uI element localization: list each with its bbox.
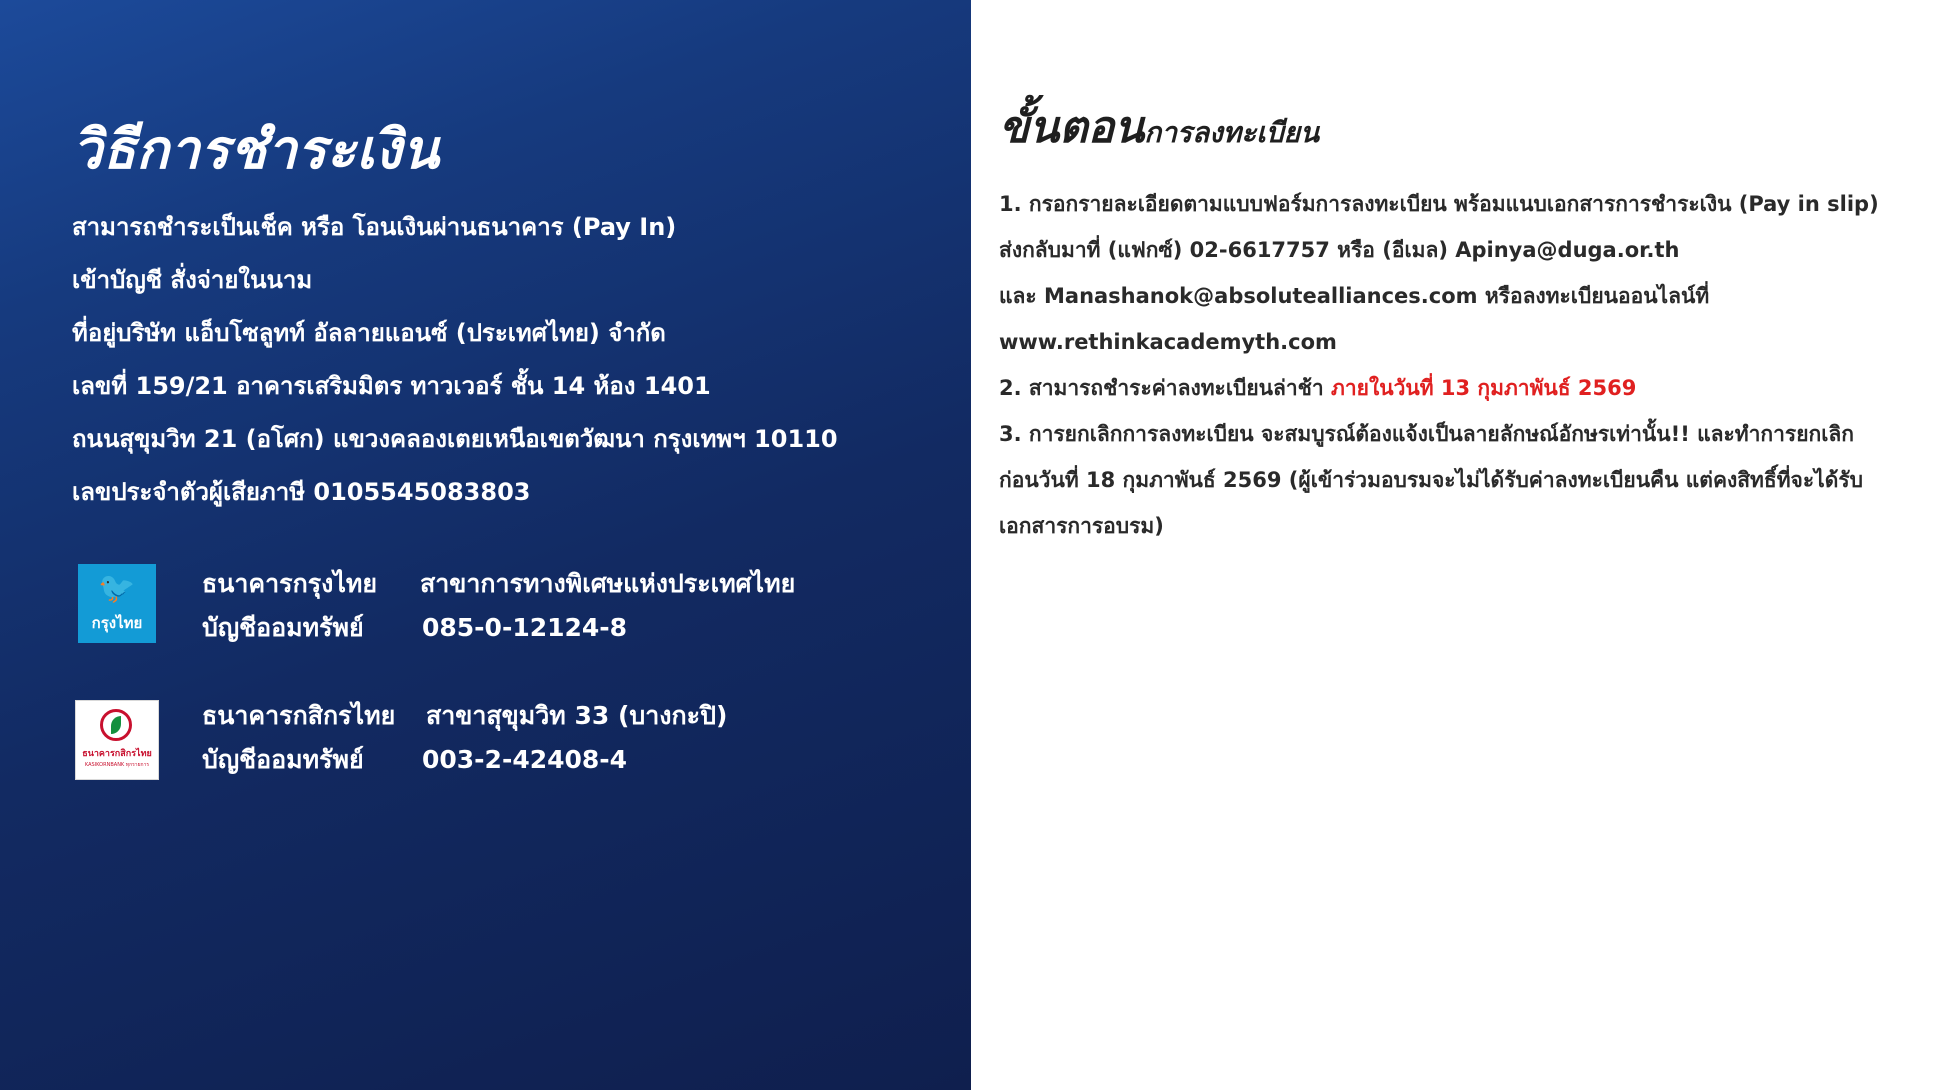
- bank-name-row: [202, 695, 728, 737]
- registration-title: [999, 92, 1319, 162]
- step-line: 1. กรอกรายละเอียดตามแบบฟอร์มการลงทะเบียน พร้อมแนบเอกสารการชำระเงิน (Pay in slip): [999, 192, 1879, 216]
- step-line: 2. สามารถชำระค่าลงทะเบียนล่าช้า ภายในวันที่ 13 กุมภาพันธ์ 2569: [999, 376, 1637, 400]
- krungthai-logo-text: กรุงไทย: [91, 614, 143, 632]
- step-line: 3. การยกเลิกการลงทะเบียน จะสมบูรณ์ต้องแจ้งเป็นลายลักษณ์อักษรเท่านั้น!! และทำการยกเลิก: [999, 422, 1854, 446]
- payment-details: [72, 201, 838, 519]
- registration-title-main: ขั้นตอน: [999, 102, 1145, 153]
- kasikorn-logo-text: ธนาคารกสิกรไทย: [82, 749, 152, 759]
- payment-line: สามารถชำระเป็นเช็ค หรือ โอนเงินผ่านธนาคาร (Pay In): [72, 213, 677, 241]
- payment-line: เลขประจำตัวผู้เสียภาษี 0105545083803: [72, 478, 531, 506]
- payment-line: เลขที่ 159/21 อาคารเสริมมิตร ทาวเวอร์ ชั้น 14 ห้อง 1401: [72, 372, 711, 400]
- krungthai-bird-icon: 🐦: [98, 571, 136, 606]
- bank-kasikorn: [78, 691, 798, 781]
- bank-krungthai: [78, 559, 798, 649]
- bank-name-row: [202, 563, 796, 605]
- registration-title-sub: การลงทะเบียน: [1144, 116, 1320, 149]
- bank-name: ธนาคารกรุงไทย: [202, 569, 378, 598]
- account-number: 003-2-42408-4: [422, 745, 628, 774]
- kasikorn-logo: [75, 700, 159, 780]
- step-line: www.rethinkacademyth.com: [999, 330, 1337, 354]
- late-payment-deadline: ภายในวันที่ 13 กุมภาพันธ์ 2569: [1331, 376, 1637, 400]
- account-type: บัญชีออมทรัพย์: [202, 745, 364, 774]
- step-line: และ Manashanok@absolutealliances.com หรือลงทะเบียนออนไลน์ที่: [999, 284, 1710, 308]
- payment-line: ที่อยู่บริษัท แอ็บโซลูทท์ อัลลายแอนซ์ (ประเทศไทย) จำกัด: [72, 319, 666, 347]
- krungthai-logo: [78, 564, 156, 643]
- kasikorn-leaf-icon: [100, 709, 132, 741]
- step-line: ส่งกลับมาที่ (แฟกซ์) 02-6617757 หรือ (อีเมล) Apinya@duga.or.th: [999, 238, 1680, 262]
- bank-account-row: [202, 607, 628, 649]
- payment-panel: [0, 0, 971, 1090]
- bank-branch: สาขาการทางพิเศษแห่งประเทศไทย: [420, 569, 796, 598]
- payment-line: ถนนสุขุมวิท 21 (อโศก) แขวงคลองเตยเหนือเขตวัฒนา กรุงเทพฯ 10110: [72, 425, 838, 453]
- registration-steps: [999, 181, 1939, 549]
- bank-account-row: [202, 739, 628, 781]
- bank-branch: สาขาสุขุมวิท 33 (บางกะปิ): [426, 701, 728, 730]
- account-number: 085-0-12124-8: [422, 613, 628, 642]
- payment-title: วิธีการชำระเงิน: [72, 118, 440, 181]
- registration-panel: [971, 0, 1945, 1090]
- payment-line: เข้าบัญชี สั่งจ่ายในนาม: [72, 266, 313, 294]
- account-type: บัญชีออมทรัพย์: [202, 613, 364, 642]
- step-line: เอกสารการอบรม): [999, 514, 1164, 538]
- step-line: ก่อนวันที่ 18 กุมภาพันธ์ 2569 (ผู้เข้าร่วมอบรมจะไม่ได้รับค่าลงทะเบียนคืน แต่คงสิทธิ์ที่จะได้รับ: [999, 468, 1863, 492]
- bank-name: ธนาคารกสิกรไทย: [202, 701, 396, 730]
- kasikorn-logo-subtext: KASIKORNBANK ทุกรายการ: [84, 762, 150, 768]
